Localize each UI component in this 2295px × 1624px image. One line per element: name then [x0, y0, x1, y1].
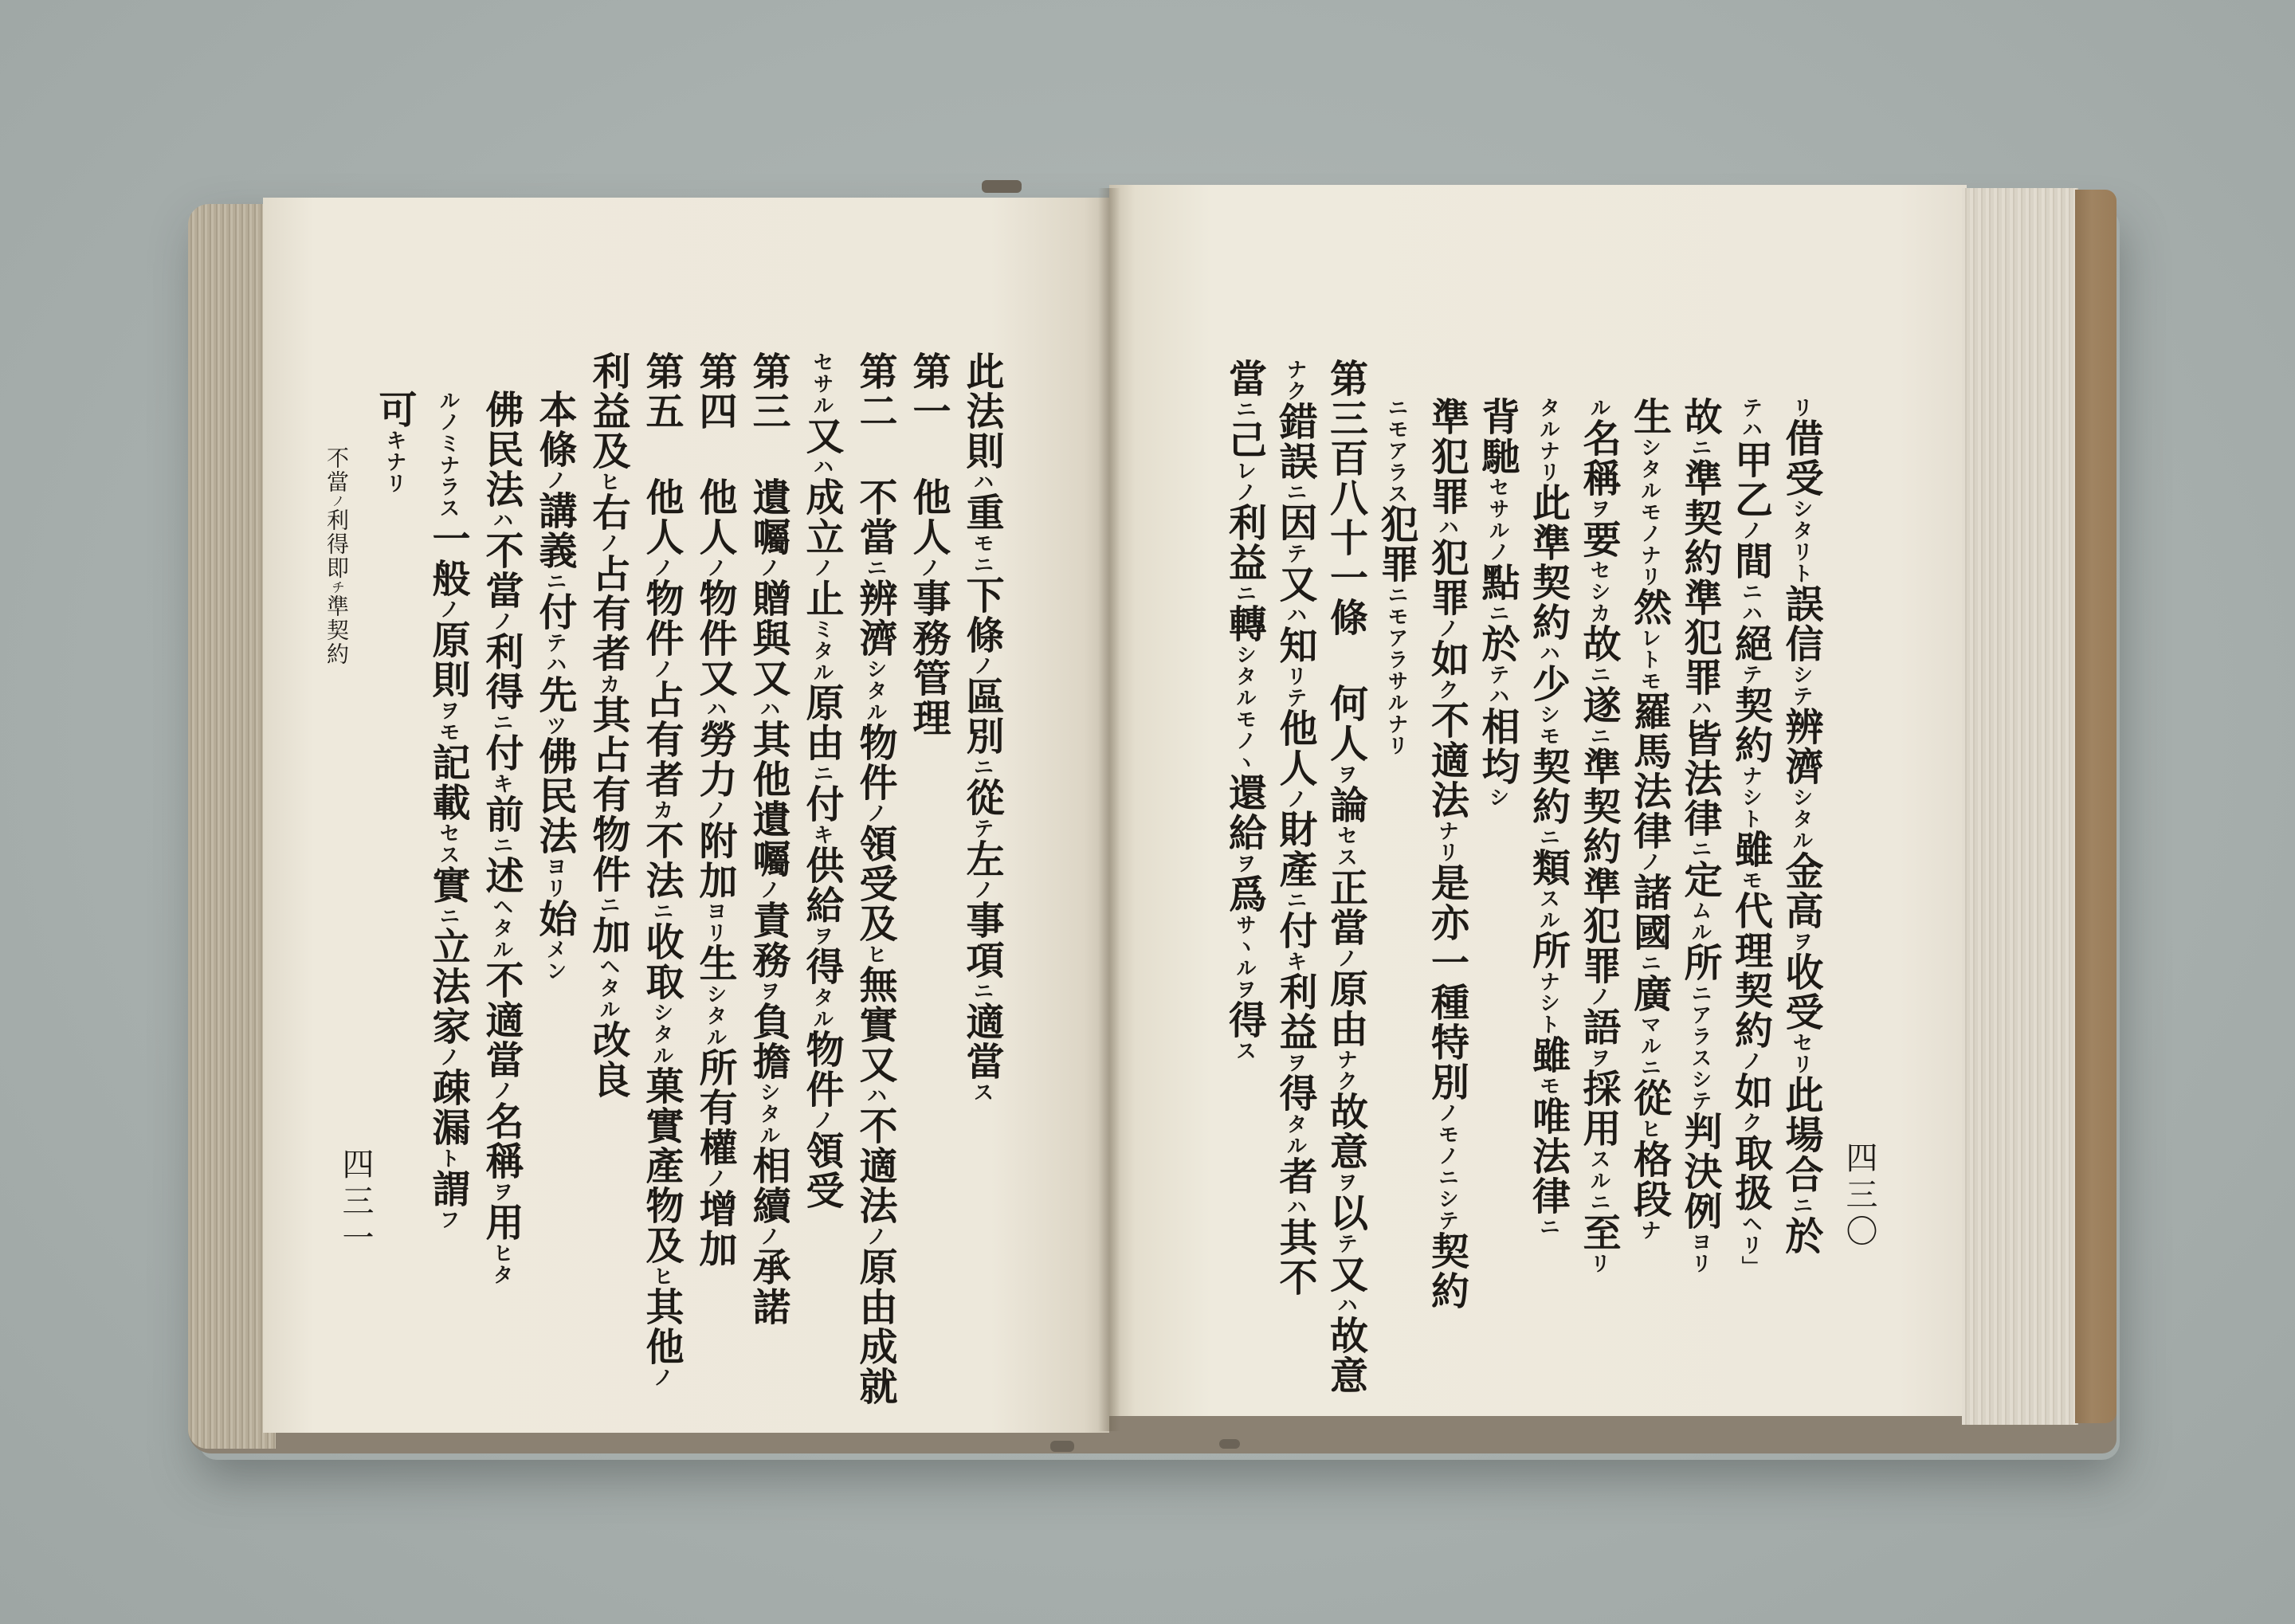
kana-glyph: タ	[810, 640, 834, 661]
kana-glyph: レ	[1637, 627, 1661, 649]
kana-glyph: シ	[1738, 787, 1763, 808]
right-page-text-block	[1218, 359, 1826, 1402]
kana-glyph: ノ	[1434, 1102, 1459, 1124]
kana-glyph: ク	[1434, 679, 1459, 700]
kana-glyph: ル	[1637, 480, 1661, 501]
kana-glyph: ル	[810, 394, 834, 416]
kana-glyph: ハ	[1536, 642, 1560, 664]
kana-glyph: ラ	[1688, 1026, 1712, 1047]
kana-glyph: フ	[436, 1209, 460, 1230]
kana-glyph: サ	[1232, 914, 1257, 936]
kana-glyph: ノ	[649, 1367, 673, 1388]
kana-glyph: シ	[649, 1002, 673, 1023]
kana-glyph: ノ	[489, 1080, 513, 1101]
binding-thread-bottom	[1050, 1441, 1074, 1452]
kana-glyph: サ	[810, 373, 834, 394]
kana-glyph: シ	[1789, 664, 1813, 685]
kana-glyph: ル	[1536, 909, 1560, 931]
article-column: 第三百八十一條 何人ヲ論セス正當ノ原由ナク故意ヲ以テ又ハ故意	[1323, 359, 1368, 1395]
kana-glyph: シ	[1637, 437, 1661, 458]
kana-glyph: ル	[1587, 397, 1610, 418]
kana-glyph: ノ	[970, 655, 994, 677]
text-column: 準犯罪ハ犯罪ノ如ク不適法ナリ是亦一種特別ノモノニシテ契約	[1424, 397, 1469, 1311]
kana-glyph: ト	[1536, 1014, 1560, 1035]
book-cover-edge	[2075, 190, 2116, 1423]
kana-glyph: ヽ	[1232, 936, 1257, 957]
text-column: 此法則ハ重モニ下條ノ區別ニ從テ左ノ事項ニ適當ス	[959, 351, 1004, 1103]
kana-glyph: ル	[596, 998, 620, 1020]
kana-glyph: ニ	[1587, 1191, 1610, 1213]
kana-glyph: セ	[1333, 825, 1358, 846]
text-column: 背馳セサルノ點ニ於テハ相均シ	[1475, 397, 1520, 808]
kana-glyph: ル	[1232, 957, 1257, 979]
kana-glyph: ヽ	[1232, 751, 1257, 773]
kana-glyph: シ	[1688, 1069, 1712, 1090]
kana-glyph: ナ	[1536, 971, 1560, 992]
kana-glyph: ヘ	[596, 955, 620, 977]
list-item-column: 利益及ヒ右ノ占有者カ其占有物件ニ加ヘタル改良	[586, 351, 630, 1100]
kana-glyph: ノ	[436, 598, 460, 620]
kana-glyph: ヘ	[1738, 1213, 1763, 1234]
kana-glyph: ニ	[1485, 602, 1509, 624]
kana-glyph: ノ	[1738, 520, 1763, 541]
kana-glyph: ク	[1738, 1112, 1763, 1133]
kana-glyph: ラ	[436, 476, 460, 497]
kana-glyph: ニ	[970, 554, 994, 575]
kana-glyph: モ	[1384, 606, 1408, 627]
kana-glyph: タ	[703, 1005, 727, 1026]
text-column: 故ニ準契約準犯罪ハ皆法律ニ定ムル所ニアラスシテ判決例ヨリ	[1677, 397, 1722, 1274]
kana-glyph: ラ	[1384, 461, 1408, 483]
kana-glyph: ニ	[1637, 952, 1661, 974]
kana-glyph: テ	[970, 818, 994, 839]
kana-glyph: ニ	[810, 763, 834, 784]
kana-glyph: ノ	[649, 658, 673, 680]
kana-glyph: ナ	[1637, 544, 1661, 566]
kana-glyph: ニ	[1637, 1057, 1661, 1078]
kana-glyph: カ	[596, 673, 620, 695]
kana-glyph: タ	[1283, 1113, 1307, 1135]
kana-glyph: ヒ	[596, 471, 620, 492]
kana-glyph: ノ	[1232, 481, 1257, 503]
kana-glyph: キ	[382, 430, 406, 451]
kana-glyph: キ	[1283, 951, 1307, 972]
kana-glyph: ニ	[970, 980, 994, 1002]
kana-glyph: キ	[810, 824, 834, 845]
commentary-column: 可キナリ	[372, 390, 417, 494]
kana-glyph: ル	[1688, 921, 1712, 943]
kana-glyph: ル	[436, 390, 460, 411]
list-item-column: 第二 不當ニ辨濟シタル物件ノ領受及ヒ無實又ハ不適法ノ原由成就	[853, 351, 897, 1406]
kana-glyph: モ	[1232, 708, 1257, 730]
kana-glyph: ハ	[703, 698, 727, 720]
kana-glyph: ハ	[756, 698, 780, 720]
kana-glyph: モ	[1536, 725, 1560, 747]
kana-glyph: テ	[1738, 397, 1763, 418]
kana-glyph: ル	[756, 1124, 780, 1146]
kana-glyph: ニ	[649, 900, 673, 922]
kana-glyph: ノ	[1738, 1050, 1763, 1072]
kana-glyph: ヨ	[1688, 1231, 1712, 1253]
kana-glyph: タ	[489, 1264, 513, 1285]
kana-glyph: リ	[1738, 1234, 1763, 1256]
kana-glyph: リ	[543, 877, 567, 899]
text-column: ニモアラス犯罪ニモアラサルナリ	[1374, 397, 1418, 756]
kana-glyph: ル	[489, 939, 513, 960]
kana-glyph: ノ	[1485, 541, 1509, 563]
kana-glyph: ハ	[1738, 418, 1763, 440]
kana-glyph: ニ	[970, 756, 994, 778]
kana-glyph: タ	[649, 1023, 673, 1045]
kana-glyph: ニ	[1789, 1194, 1813, 1216]
kana-glyph: ナ	[1283, 359, 1307, 380]
kana-glyph: ヒ	[1637, 1118, 1661, 1140]
kana-glyph: セ	[1587, 559, 1610, 581]
kana-glyph: マ	[1637, 1014, 1661, 1035]
page-number-right: 四三〇	[1841, 1141, 1877, 1251]
kana-glyph: ハ	[543, 653, 567, 675]
kana-glyph: ニ	[1384, 397, 1408, 418]
kana-glyph: ノ	[863, 802, 887, 824]
kana-glyph: ム	[1688, 900, 1712, 921]
list-item-column: セサル又ハ成立ノ止ミタル原由ニ付キ供給ヲ得タル物件ノ領受	[799, 351, 844, 1210]
kana-glyph: ノ	[756, 1226, 780, 1247]
text-column: リ借受シタリト誤信シテ辨濟シタル金高ヲ收受セリ此場合ニ於	[1779, 397, 1823, 1256]
kana-glyph: チ	[328, 580, 344, 594]
kana-glyph: タ	[596, 977, 620, 998]
kana-glyph: リ	[1789, 397, 1813, 418]
kana-glyph: ニ	[1232, 583, 1257, 604]
kana-glyph: ス	[1536, 888, 1560, 909]
text-column: テハ甲乙ノ間ニハ絕テ契約ナシト雖モ代理契約ノ如ク取扱ヘリ」	[1728, 397, 1773, 1277]
kana-glyph: リ	[1587, 1253, 1610, 1274]
kana-glyph: ノ	[916, 557, 940, 579]
kana-glyph: シ	[1434, 1188, 1459, 1210]
kana-glyph: ナ	[1637, 1219, 1661, 1241]
kana-glyph: タ	[1789, 520, 1813, 541]
kana-glyph: ノ	[703, 557, 727, 579]
kana-glyph: ナ	[1384, 713, 1408, 735]
kana-glyph: ノ	[1283, 788, 1307, 810]
kana-glyph: ル	[703, 1026, 727, 1048]
kana-glyph: ヲ	[1587, 498, 1610, 520]
article-column: 當ニ己レノ利益ニ轉シタルモノヽ還給ヲ爲サヽルヲ得ス	[1222, 359, 1267, 1061]
kana-glyph: タ	[1232, 665, 1257, 687]
kana-glyph: リ	[703, 922, 727, 943]
commentary-column: 本條ノ講義ニ付テハ先ツ佛民法ヨリ始メン	[532, 390, 577, 982]
kana-glyph: ノ	[1434, 1145, 1459, 1167]
kana-glyph: リ	[1789, 1053, 1813, 1075]
list-item-column: 第三 遺囑ノ贈與又ハ其他遺囑ノ責務ヲ負擔シタル相續ノ承諾	[746, 351, 790, 1327]
kana-glyph: ル	[1789, 830, 1813, 851]
kana-glyph: シ	[756, 1081, 780, 1103]
kana-glyph: ノ	[756, 879, 780, 900]
kana-glyph: ナ	[1738, 765, 1763, 787]
kana-glyph: ラ	[1384, 649, 1408, 670]
kana-glyph: ル	[649, 1045, 673, 1066]
kana-glyph: シ	[703, 983, 727, 1005]
kana-glyph: モ	[1738, 869, 1763, 891]
kana-glyph: ヲ	[436, 700, 460, 721]
kana-glyph: モ	[436, 721, 460, 743]
kana-glyph: ツ	[543, 715, 567, 736]
kana-glyph: リ	[1536, 461, 1560, 483]
kana-glyph: リ	[1434, 841, 1459, 863]
kana-glyph: ノ	[649, 557, 673, 579]
kana-glyph: ノ	[1587, 986, 1610, 1007]
kana-glyph: ハ	[489, 509, 513, 531]
kana-glyph: ハ	[863, 1085, 887, 1106]
kana-glyph: タ	[863, 680, 887, 701]
kana-glyph: ニ	[863, 557, 887, 579]
kana-glyph: 」	[1738, 1256, 1763, 1277]
kana-glyph: ス	[1587, 1148, 1610, 1170]
kana-glyph: ハ	[1434, 516, 1459, 538]
kana-glyph: ヒ	[863, 943, 887, 965]
kana-glyph: ノ	[810, 1109, 834, 1131]
kana-glyph: ク	[1283, 380, 1307, 402]
left-page-text-block	[367, 351, 1008, 1406]
kana-glyph: ス	[436, 497, 460, 519]
kana-glyph: ヘ	[489, 896, 513, 917]
kana-glyph: ミ	[810, 618, 834, 640]
list-item-column: 第一 他人ノ事務管理	[906, 351, 951, 738]
kana-glyph: ハ	[970, 471, 994, 492]
kana-glyph: ノ	[1232, 730, 1257, 751]
kana-glyph: タ	[1789, 808, 1813, 830]
kana-glyph: ニ	[1587, 664, 1610, 685]
binding-thread-bottom	[1219, 1439, 1240, 1449]
kana-glyph: ヒ	[649, 1265, 673, 1287]
kana-glyph: ヨ	[543, 856, 567, 877]
kana-glyph: ニ	[543, 571, 567, 592]
kana-glyph: ノ	[436, 1046, 460, 1068]
kana-glyph: ノ	[596, 532, 620, 554]
kana-glyph: ヲ	[1232, 979, 1257, 1000]
kana-glyph: ヲ	[1789, 931, 1813, 952]
kana-glyph: ノ	[1637, 523, 1661, 544]
kana-glyph: ル	[863, 701, 887, 723]
kana-glyph: ト	[1789, 563, 1813, 584]
kana-glyph: ナ	[1333, 1049, 1358, 1070]
kana-glyph: ノ	[328, 494, 344, 508]
kana-glyph: ノ	[1637, 851, 1661, 873]
kana-glyph: テ	[1688, 1090, 1712, 1112]
kana-glyph: ヲ	[1587, 1047, 1610, 1069]
kana-glyph: テ	[543, 632, 567, 653]
kana-glyph: タ	[756, 1103, 780, 1124]
kana-glyph: ノ	[1333, 947, 1358, 969]
kana-glyph: ス	[1384, 483, 1408, 504]
kana-glyph: ノ	[1434, 618, 1459, 639]
kana-glyph: ニ	[1688, 437, 1712, 458]
kana-glyph: ノ	[756, 557, 780, 579]
kana-glyph: ニ	[1434, 1167, 1459, 1188]
kana-glyph: ル	[810, 1008, 834, 1030]
kana-glyph: ル	[1283, 1135, 1307, 1156]
kana-glyph: ハ	[1688, 697, 1712, 719]
right-page-stack-edge	[1962, 188, 2078, 1425]
list-item-column: 第五 他人ノ物件ノ占有者カ不法ニ收取シタル菓實產物及ヒ其他ノ	[639, 351, 684, 1388]
kana-glyph: ニ	[1688, 838, 1712, 860]
kana-glyph: シ	[863, 658, 887, 680]
kana-glyph: テ	[1789, 685, 1813, 707]
kana-glyph: タ	[810, 987, 834, 1008]
kana-glyph: ル	[810, 661, 834, 683]
article-column: ナク錯誤ニ因テ又ハ知リテ他人ノ財產ニ付キ利益ヲ得タル者ハ其不	[1273, 359, 1317, 1297]
kana-glyph: ヲ	[810, 925, 834, 947]
kana-glyph: シ	[1536, 992, 1560, 1014]
commentary-column: ルノミナラス一般ノ原則ヲモ記載セス實ニ立法家ノ疎漏ト謂フ	[426, 390, 470, 1230]
kana-glyph: モ	[970, 532, 994, 554]
kana-glyph: ク	[1333, 1070, 1358, 1092]
kana-glyph: ニ	[489, 712, 513, 733]
text-column: ル名稱ヲ要セシカ故ニ遂ニ準契約準犯罪ノ語ヲ採用スルニ至リ	[1576, 397, 1621, 1274]
kana-glyph: リ	[1688, 1253, 1712, 1274]
kana-glyph: ノ	[703, 799, 727, 821]
kana-glyph: ニ	[1738, 581, 1763, 602]
kana-glyph: モ	[1637, 501, 1661, 523]
kana-glyph: ハ	[1738, 602, 1763, 624]
running-head: 不當ノ利得即チ準契約	[324, 446, 350, 666]
kana-glyph: シ	[1587, 581, 1610, 602]
kana-glyph: ヲ	[1283, 1052, 1307, 1073]
kana-glyph: テ	[1738, 664, 1763, 685]
kana-glyph: レ	[1232, 460, 1257, 481]
kana-glyph: ト	[1738, 808, 1763, 830]
kana-glyph: キ	[489, 773, 513, 794]
text-column: 生シタルモノナリ然レトモ羅馬法律ノ諸國ニ廣マルニ從ヒ格段ナ	[1626, 397, 1672, 1241]
kana-glyph: サ	[1384, 670, 1408, 692]
kana-glyph: ノ	[703, 1167, 727, 1189]
kana-glyph: ハ	[1283, 1196, 1307, 1218]
kana-glyph: ト	[1637, 649, 1661, 670]
kana-glyph: モ	[1536, 1075, 1560, 1096]
kana-glyph: ナ	[436, 454, 460, 476]
kana-glyph: ヲ	[1232, 853, 1257, 874]
kana-glyph: ハ	[810, 456, 834, 477]
kana-glyph: ノ	[810, 557, 834, 579]
kana-glyph: ニ	[1232, 398, 1257, 420]
kana-glyph: ア	[1384, 627, 1408, 649]
kana-glyph: ニ	[1283, 481, 1307, 503]
binding-thread-top	[982, 180, 1022, 193]
kana-glyph: ヨ	[703, 900, 727, 922]
kana-glyph: ニ	[489, 834, 513, 856]
kana-glyph: メ	[543, 939, 567, 960]
kana-glyph: ル	[1384, 692, 1408, 713]
kana-glyph: ハ	[1485, 685, 1509, 707]
kana-glyph: ハ	[1283, 604, 1307, 626]
spine-gutter	[1098, 188, 1120, 1431]
kana-glyph: ノ	[863, 1226, 887, 1247]
kana-glyph: ニ	[1536, 826, 1560, 848]
kana-glyph: タ	[1536, 397, 1560, 418]
commentary-column: 佛民法ハ不當ノ利得ニ付キ前ニ述ヘタル不適當ノ名稱ヲ用ヒタ	[479, 390, 524, 1285]
kana-glyph: テ	[1333, 1233, 1358, 1254]
kana-glyph: ア	[1688, 1004, 1712, 1026]
kana-glyph: ニ	[436, 905, 460, 927]
kana-glyph: ス	[970, 1081, 994, 1103]
kana-glyph: モ	[1434, 1124, 1459, 1145]
kana-glyph: ス	[1232, 1040, 1257, 1061]
kana-glyph: シ	[1789, 498, 1813, 520]
kana-glyph: ル	[1536, 418, 1560, 440]
kana-glyph: ニ	[1688, 983, 1712, 1004]
kana-glyph: ス	[436, 844, 460, 865]
kana-glyph: リ	[1789, 541, 1813, 563]
kana-glyph: シ	[1789, 787, 1813, 808]
kana-glyph: ス	[1688, 1047, 1712, 1069]
kana-glyph: ヲ	[489, 1181, 513, 1202]
kana-glyph: ナ	[1536, 440, 1560, 461]
kana-glyph: ナ	[382, 451, 406, 473]
kana-glyph: セ	[1485, 477, 1509, 498]
kana-glyph: リ	[1637, 566, 1661, 587]
page-number-left: 四三一	[337, 1147, 374, 1257]
kana-glyph: タ	[489, 917, 513, 939]
kana-glyph: ミ	[436, 433, 460, 454]
kana-glyph: ル	[1587, 1170, 1610, 1191]
kana-glyph: テ	[1283, 543, 1307, 564]
kana-glyph: ノ	[543, 469, 567, 491]
kana-glyph: ニ	[1384, 584, 1408, 606]
kana-glyph: セ	[1789, 1032, 1813, 1053]
kana-glyph: リ	[382, 473, 406, 494]
kana-glyph: ニ	[596, 894, 620, 916]
kana-glyph: ニ	[1536, 1216, 1560, 1238]
kana-glyph: テ	[1434, 1210, 1459, 1231]
kana-glyph: モ	[1384, 418, 1408, 440]
kana-glyph: ト	[436, 1147, 460, 1169]
kana-glyph: シ	[1232, 644, 1257, 665]
kana-glyph: ル	[1637, 1035, 1661, 1057]
kana-glyph: ヲ	[1333, 763, 1358, 785]
kana-glyph: リ	[1384, 735, 1408, 756]
kana-glyph: ヲ	[756, 980, 780, 1002]
kana-glyph: ニ	[1587, 725, 1610, 747]
kana-glyph: テ	[1485, 664, 1509, 685]
kana-glyph: サ	[1485, 498, 1509, 520]
kana-glyph: タ	[1637, 458, 1661, 480]
list-item-column: 第四 他人ノ物件又ハ勞力ノ附加ヨリ生シタル所有權ノ增加	[692, 351, 737, 1269]
kana-glyph: ヲ	[1333, 1171, 1358, 1193]
kana-glyph: テ	[1283, 687, 1307, 708]
kana-glyph: ハ	[1333, 1294, 1358, 1316]
kana-glyph: ン	[543, 960, 567, 982]
kana-glyph: ニ	[1283, 889, 1307, 911]
kana-glyph: ノ	[970, 879, 994, 900]
kana-glyph: セ	[810, 351, 834, 373]
kana-glyph: カ	[1587, 602, 1610, 624]
kana-glyph: リ	[1283, 665, 1307, 687]
kana-glyph: ヒ	[489, 1242, 513, 1264]
kana-glyph: ス	[1333, 846, 1358, 868]
kana-glyph: ノ	[489, 610, 513, 632]
kana-glyph: ア	[1384, 440, 1408, 461]
kana-glyph: ナ	[1434, 820, 1459, 841]
kana-glyph: シ	[1485, 787, 1509, 808]
kana-glyph: セ	[436, 822, 460, 844]
text-column: タルナリ此準契約ハ少シモ契約ニ類スル所ナシト雖モ唯法律ニ	[1525, 397, 1571, 1238]
kana-glyph: カ	[649, 799, 673, 821]
kana-glyph: モ	[1637, 670, 1661, 692]
kana-glyph: ノ	[436, 411, 460, 433]
kana-glyph: ル	[1232, 687, 1257, 708]
kana-glyph: ル	[1485, 520, 1509, 541]
kana-glyph: シ	[1536, 704, 1560, 725]
